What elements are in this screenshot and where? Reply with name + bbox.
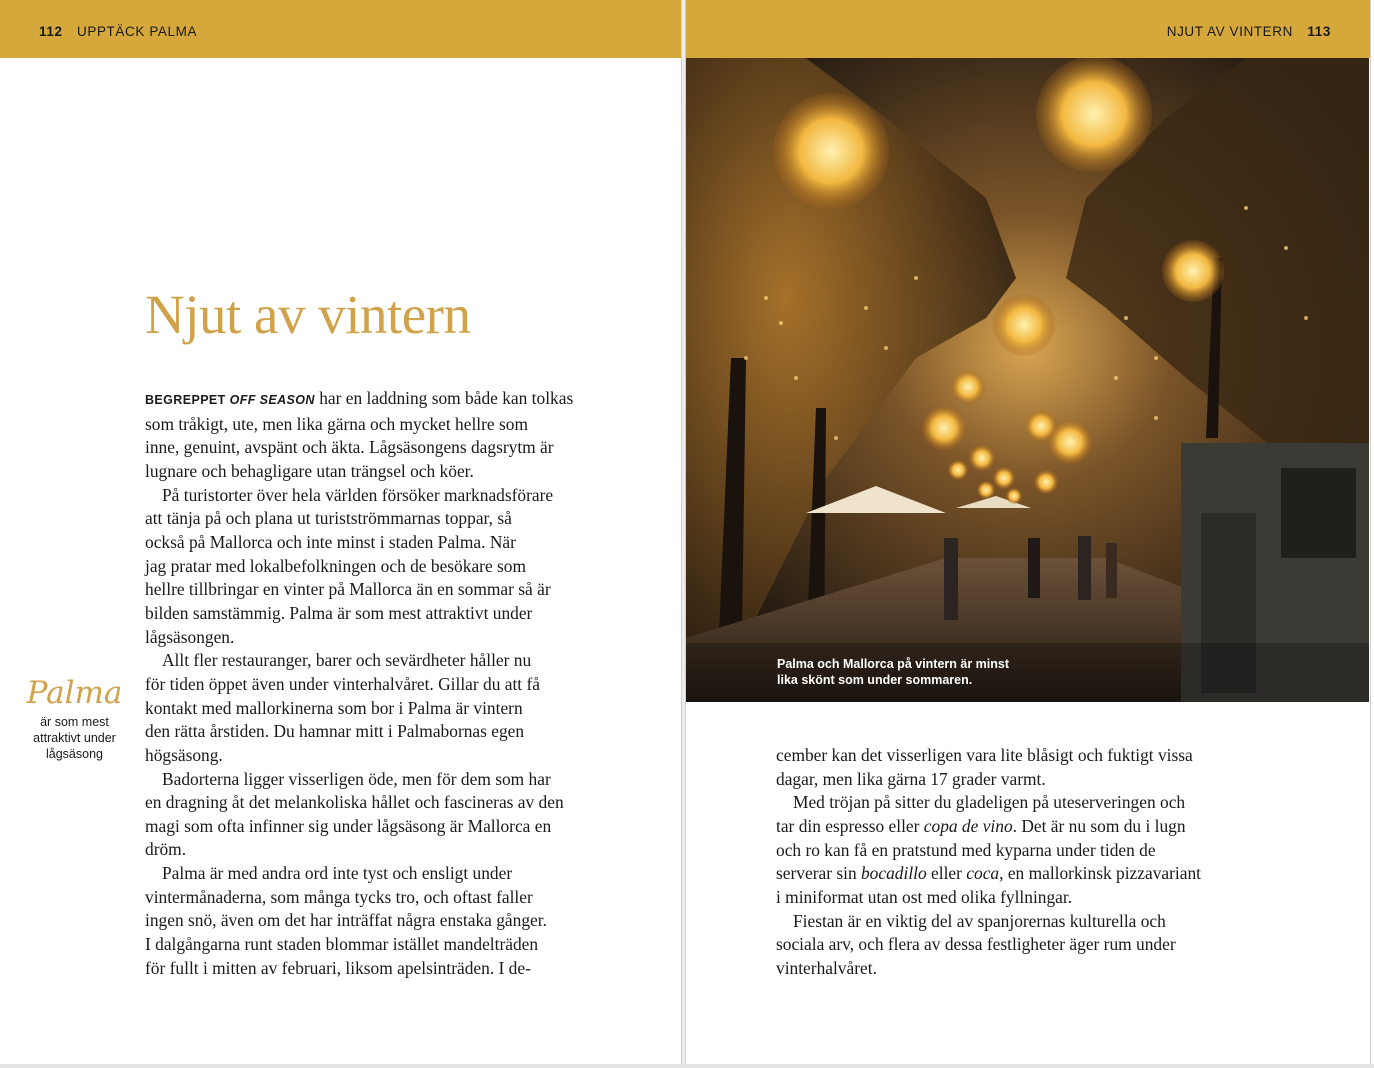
body-line: för fullt i mitten av februari, liksom apelsinträden. I de- xyxy=(145,957,531,978)
body-line: lugnare och behagligare utan trängsel och köer. xyxy=(145,460,474,481)
left-body-text xyxy=(145,387,615,980)
photo-caption xyxy=(777,656,1077,688)
body-line: en dragning åt det melankoliska hållet och fascineras av den xyxy=(145,792,564,813)
italic-phrase: bocadillo xyxy=(860,863,927,884)
body-line-text: har en laddning som både kan tolkas xyxy=(314,388,574,408)
body-line: I dalgångarna runt staden blommar istället mandelträden xyxy=(145,934,539,955)
body-line: också på Mallorca och inte minst i staden Palma. När xyxy=(145,531,516,552)
right-header-band xyxy=(686,0,1370,58)
body-line: och ro kan få en pratstund med kyparna under tiden de xyxy=(776,839,1156,860)
body-line: Badorterna ligger visserligen öde, men för dem som har xyxy=(162,768,551,789)
lead-in-caps: BEGREPPET xyxy=(145,393,230,407)
body-line-text: eller xyxy=(926,863,967,884)
body-line: dröm. xyxy=(145,839,187,860)
body-line-text: tar din espresso eller xyxy=(776,815,924,836)
chapter-title: Njut av vintern xyxy=(145,284,471,345)
body-line xyxy=(145,387,615,413)
right-section-label: NJUT AV VINTERN xyxy=(1166,24,1293,39)
pull-quote-script-word: Palma xyxy=(26,675,123,711)
body-line: magi som ofta infinner sig under lågsäsong är Mallorca en xyxy=(145,815,552,836)
left-page-number: 112 xyxy=(39,24,63,39)
italic-phrase: coca xyxy=(966,863,1000,884)
body-line-text: . Det är nu som du i lugn xyxy=(1012,815,1186,836)
pull-quote-line: är som mest xyxy=(40,715,109,729)
body-line: Palma är med andra ord inte tyst och ensligt under xyxy=(162,863,513,884)
body-line: ingen snö, även om det har inträffat några enstaka gånger. xyxy=(145,910,547,931)
body-line xyxy=(776,862,1246,886)
page-bottom-edge xyxy=(0,1064,1374,1068)
body-line-text: serverar sin xyxy=(776,863,861,884)
body-line: Med tröjan på sitter du gladeligen på uteserveringen och xyxy=(793,792,1186,813)
body-line: inne, genuint, avspänt och äkta. Lågsäsongens dagsrytm är xyxy=(145,437,554,458)
body-line xyxy=(776,815,1246,839)
body-line: bilden samstämmig. Palma är som mest attraktivt under xyxy=(145,602,533,623)
left-header-band xyxy=(0,0,681,58)
right-page xyxy=(685,0,1371,1064)
winter-street-photo xyxy=(686,58,1369,702)
body-line: i miniformat utan ost med olika fyllningar. xyxy=(776,886,1073,907)
body-line: cember kan det visserligen vara lite blåsigt och fuktigt vissa xyxy=(776,745,1193,765)
body-line: På turistorter över hela världen försöker marknadsförare xyxy=(162,484,554,505)
photo-illustration xyxy=(686,58,1369,702)
body-line: vinterhalvåret. xyxy=(776,957,877,978)
left-page xyxy=(0,0,682,1064)
pull-quote-line: attraktivt under xyxy=(33,731,116,745)
body-line: för tiden öppet även under vinterhalvåret. Gillar du att få xyxy=(145,673,541,694)
right-body-text xyxy=(776,744,1246,981)
body-line: vintermånaderna, som många tycks tro, och oftast faller xyxy=(145,886,533,907)
right-page-number: 113 xyxy=(1307,24,1331,39)
body-line: dagar, men lika gärna 17 grader varmt. xyxy=(776,768,1046,789)
body-line: sociala arv, och flera av dessa festligheter äger rum under xyxy=(776,934,1176,955)
body-line: lågsäsongen. xyxy=(145,626,235,647)
body-line: som tråkigt, ute, men lika gärna och mycket hellre som xyxy=(145,413,528,434)
body-line: jag pratar med lokalbefolkningen och de besökare som xyxy=(145,555,527,576)
body-line: Allt fler restauranger, barer och sevärdheter håller nu xyxy=(162,650,532,671)
left-section-label: UPPTÄCK PALMA xyxy=(77,24,198,39)
photo-caption-line: lika skönt som under sommaren. xyxy=(777,673,973,687)
body-line: högsäsong. xyxy=(145,744,223,765)
pull-quote-line: lågsäsong xyxy=(46,747,103,761)
body-line: kontakt med mallorkinerna som bor i Palma är vintern xyxy=(145,697,523,718)
pull-quote xyxy=(12,672,137,762)
lead-in-caps-italic: OFF SEASON xyxy=(229,393,315,407)
photo-caption-line: Palma och Mallorca på vintern är minst xyxy=(777,657,1010,671)
body-line: den rätta årstiden. Du hamnar mitt i Palmabornas egen xyxy=(145,721,525,742)
body-line: att tänja på och plana ut turistströmmarnas toppar, så xyxy=(145,508,512,529)
body-line-text: , en mallorkinsk pizzavariant xyxy=(999,863,1201,884)
body-line: hellre tillbringar en vinter på Mallorca än en sommar så är xyxy=(145,579,551,600)
body-line: Fiestan är en viktig del av spanjorernas kulturella och xyxy=(793,910,1166,931)
italic-phrase: copa de vino xyxy=(923,815,1013,836)
